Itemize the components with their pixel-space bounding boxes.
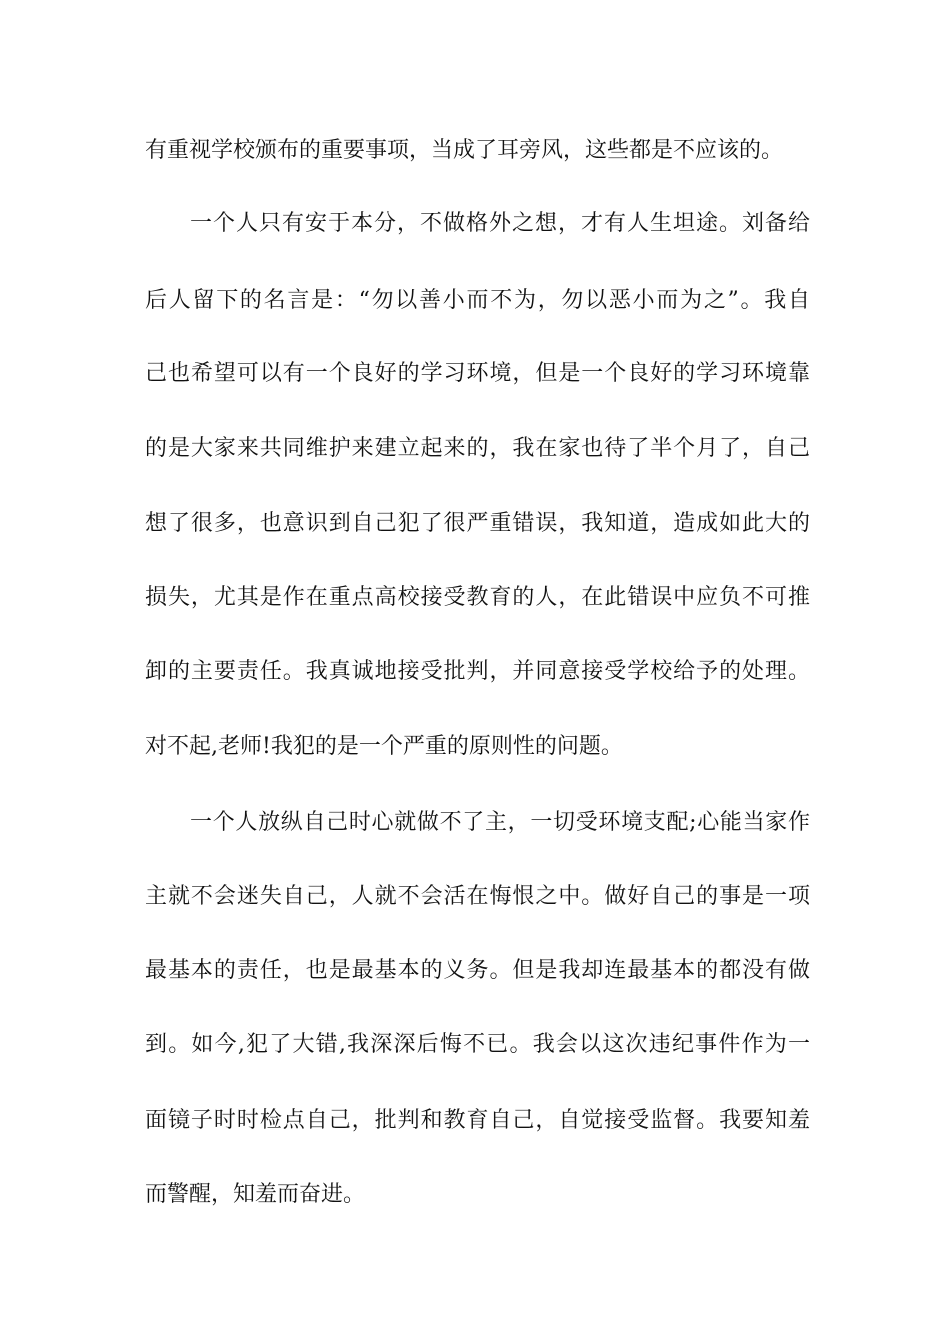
paragraph-1-line-8: 对不起,老师!我犯的是一个严重的原则性的问题。 — [145, 734, 623, 759]
paragraph-2-line-4: 到。如今,犯了大错,我深深后悔不已。我会以这次违纪事件作为一 — [145, 1032, 810, 1057]
paragraph-1-line-5: 想了很多，也意识到自己犯了很严重错误，我知道，造成如此大的 — [145, 511, 810, 536]
paragraph-2-line-2: 主就不会迷失自己，人就不会活在悔恨之中。做好自己的事是一项 — [145, 884, 810, 909]
paragraph-1-line-6: 损失，尤其是作在重点高校接受教育的人，在此错误中应负不可推 — [145, 585, 810, 610]
paragraph-2-line-1: 一个人放纵自己时心就做不了主，一切受环境支配;心能当家作 — [190, 810, 810, 835]
text-line-1: 有重视学校颁布的重要事项，当成了耳旁风，这些都是不应该的。 — [145, 138, 784, 163]
paragraph-2-line-6: 而警醒，知羞而奋进。 — [145, 1182, 366, 1207]
paragraph-1-line-3: 己也希望可以有一个良好的学习环境，但是一个良好的学习环境靠 — [145, 361, 810, 386]
paragraph-1-line-7: 卸的主要责任。我真诚地接受批判，并同意接受学校给予的处理。 — [145, 659, 810, 684]
paragraph-1-line-2: 后人留下的名言是：“勿以善小而不为，勿以恶小而为之”。我自 — [145, 288, 810, 313]
paragraph-1-line-1: 一个人只有安于本分，不做格外之想，才有人生坦途。刘备给 — [190, 211, 810, 236]
paragraph-2-line-5: 面镜子时时检点自己，批判和教育自己，自觉接受监督。我要知羞 — [145, 1108, 810, 1133]
paragraph-1-line-4: 的是大家来共同维护来建立起来的，我在家也待了半个月了，自己 — [145, 436, 810, 461]
paragraph-2-line-3: 最基本的责任，也是最基本的义务。但是我却连最基本的都没有做 — [145, 958, 810, 983]
